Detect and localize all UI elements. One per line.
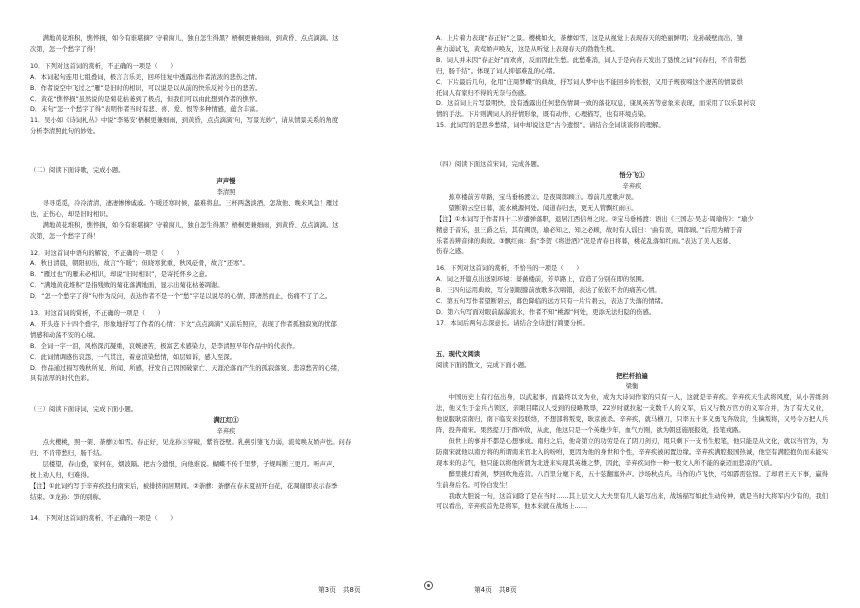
option: C．此词情调感伤哀怨，一气贯注，着意渲染愁情，如层如诉，感人至深。	[30, 353, 236, 361]
essay-author: 梁衡	[625, 383, 639, 391]
question-15: 15．此词写的是思乡愁绪，词中却说这是“古今遗恨”。请结合全词谈谈你的理解。	[436, 122, 665, 130]
option: B．全词一字一泪，风格深沉凝重，哀婉凄苦，极富艺术感染力，是李清照早年作品中的代表作。	[30, 342, 299, 350]
question-14-stem: 14．下列对这首词的赏析，不正确的一项是（ ）	[30, 514, 177, 522]
option: A．上片着力表现“春正好”之景。樱桃如火，荼蘼如雪，这是从视觉上表现春天的绝丽鲜明；龙孙破壁而出，雏	[436, 35, 743, 42]
section-3-heading: （三）阅读下面诗词，完成下面小题。	[30, 406, 138, 414]
poem-body	[436, 193, 828, 215]
option: D．末句“怎一个愁字了得”表明作者当时有悲、喜、爱、恨等多种情感，蕴含丰富。	[30, 106, 262, 114]
poem-line: 寻寻觅觅，冷冷清清，凄凄惨惨戚戚。乍暖还寒时候，最难将息。三杯两盏淡酒，怎敌他、晚来风急！雁过	[42, 199, 339, 207]
essay-title: 把栏杆拍遍	[616, 372, 648, 380]
poem-title: 满江红①	[213, 417, 239, 425]
poem-line: 归、不肯带愁归，肠千结。	[30, 450, 106, 457]
poem-line: 层楼望，春山叠，家何在，烟波隔。把古今遗恨，向他谁说。蝴蝶不传千里梦，子规叫断三更月。听声声、	[42, 460, 339, 468]
essay-paragraph: 中国历史上有行伍出身，以武起事，而最终以文为业，成为大诗词作家的只有一人，这就是辛弃疾。辛弃疾天生武将风度，从小苦练剑法，他又生于金兵占领区，亲眼目睹汉人受到的侵略欺辱，22岁时就拉起一支数千人的义军，后又与数万官方的义军合并，为了有大义业，他说服耿京南归，南下临安来投联络，不想部将叛变，耿京被杀。辛弃疾，就马横刀，只率五十多义勇飞奔敌营，生擒叛将，又号令万把人兵阵，投奔南宋。果然提刀于群冲敌，从此，他这只是一个英雄少年，血气方刚，欲为朝廷施展报效，投笔戎路。	[436, 394, 828, 435]
option: B．词人并未因“春正好”而欢喜，反而因此生愁。此愁难消，词人于是向春天发出了恳愤之词“问春归，不肯带愁	[436, 56, 747, 64]
option: D．第六句写面对眼前潺潺流水，作者不知“桃源”何处，更添无法归隐的伤感。	[436, 308, 656, 316]
question-12-stem: 12．对这首词中语句的解说，不正确的一项是（ ）	[30, 249, 183, 257]
option: 情感和动荡不安的心境。	[30, 331, 100, 339]
option: D．“怎一个愁字了得”句作为反问，表达作者不是一个“愁”字足以说尽的心情，即凄然而止，伤痛不了了之。	[30, 293, 332, 301]
right-column	[436, 34, 828, 513]
essay-paragraph: 我敢大胆说一句，这首词除了是在当时……其上层文人大夫里有几人能写出来，战场描写如此生动传神，就是当时大将军内少有的，我们可以看出，辛弃疾首先是将军，他本来就在战场上……	[436, 492, 828, 511]
poem-title: 悟分飞①	[619, 172, 645, 180]
option: B．作者说空中飞过之“雁”是旧时的相识，可以说是以从前的快乐反衬今日的悲苦。	[30, 84, 262, 92]
section-4-heading: （四）阅读下面这首宋词，完成各题。	[436, 161, 544, 169]
option: B．“雁过也”的雁未必相识，却说“旧时相识”，是寄托怀乡之意。	[30, 271, 212, 279]
poem-line: 蕉草楼前芳草路，宝马垂杨渡②。是夜周郎顾③。尊前几度歌声误。	[448, 193, 638, 201]
poem-line: 枕上劝人归，归难得。	[30, 471, 93, 479]
option: D．这首词上片写景明快，没有透露出任何悲伤情调一致的落花叹息，康凤英苦等意象来表现，而采用了以乐景衬哀	[436, 100, 756, 108]
option: C．下片最后几句，化用“庄周梦蝶”的典故，抒写词人梦中也不能回乡的怅恨，又用子规夜啼这个凄苦的情景烘	[436, 78, 743, 86]
poem-note: 精意于音乐，虽三爵之后，其有阙误，瑜必知之，知之必顾，故时有人谣曰：‘曲有误，周郎顾。’”后用为精于音	[436, 226, 743, 234]
question-17: 17．本词后两句志深意长。请结合全诗进行简要分析。	[436, 319, 589, 327]
question-11: 分析李清照此句的妙处。	[30, 128, 100, 136]
option: C．黄花“憔悴损”虽然说的是菊花枯萎到了极点，但我们可以由此想到作者的憔悴。	[30, 95, 262, 103]
poem-line: 也，正伤心，却是旧时相识。	[30, 210, 112, 218]
option: A．本词起句连用七组叠词，极言言乐美，回环往复中透露出作者浓浓的悲伤之情。	[30, 73, 261, 81]
essay-body	[436, 393, 828, 513]
question-13-stem: 13．对这首词的赏析，不正确的一项是（ ）	[30, 310, 164, 318]
poem-note: 乐者善辨音律的典故。③飘红雨：指“李贺《将进酒》”况是青春日将暮，桃花乱落如红雨。”表达了美人迟暮、	[436, 237, 735, 245]
section-2-heading: （二）阅读下面诗歌，完成小题。	[30, 167, 125, 175]
option: A．词之开篇点出送别环境：蔷薇楼前，芳草路上，营造了分别在即的氛围。	[436, 276, 649, 284]
section-5-heading: 五、现代文阅读	[436, 350, 481, 358]
poem-line: 望断碧云空日暮，流水桃源何处。闻道春归去，更无人管飘红雨④。	[448, 204, 638, 212]
poem-line: 点火樱桃，照一架、荼蘼②如雪。春正好，见龙孙③穿破，紫苔苍壁。乳燕引雏飞力弱，流莺唤友娇声怯。问春	[42, 439, 352, 447]
essay-paragraph: 醉里挑灯看剑，梦回吹角连营。八百里分麾下炙，五十弦翻塞外声。沙场秋点兵。马作的卢飞快，弓如霹雳弦惊。了却君王天下事，赢得生前身后名。可怜白发生！	[436, 470, 828, 489]
page-number-left: 第3页 共8页	[318, 586, 361, 594]
poem-author: 辛弃疾	[622, 182, 642, 190]
option: 具有浓厚的时代色彩。	[30, 375, 93, 383]
poem-note: 【注】①此词约写于辛弃疾投归南宋后，被排挤闲居期间。②荼蘼：荼蘼在春末夏初开白花，花凋谢即表示春季	[30, 482, 338, 490]
poem-body	[30, 199, 422, 243]
top-poem	[30, 34, 422, 56]
option: 燕力弱试飞，黄莺娇声唤友，这是从听觉上表现春天的勃勃生机。	[436, 45, 619, 53]
option: A．秋日清晨，朝阳初出，故言“乍暖”；但晓寒犹重，秋风砭骨，故言“还寒”。	[30, 260, 249, 268]
option: 情的手法。下片则满词人的抒情形象，既有动作，心理描写，也有环境点染。	[436, 111, 651, 119]
poem-author: 李清照	[216, 188, 236, 196]
page-number-right: 第4页 共8页	[474, 586, 517, 594]
option: D．作品通过描写残秋所见、所闻、所感，抒发自己因国破家亡、天涯沦落而产生的孤寂落寞、悲凉愁苦的心绪，	[30, 364, 344, 372]
poem-line: 满地黄花堆积，憔悴损，如今有谁堪摘？守着窗儿，独自怎生得黑？梧桐更兼细雨，到黄昏、点点滴滴。这	[42, 35, 339, 42]
poem-title: 声声慢	[216, 178, 236, 186]
poem-author: 辛弃疾	[216, 428, 236, 436]
section-5-instruction: 阅读下面的散文，完成下面小题。	[436, 361, 531, 369]
question-10-stem: 10．下列对这首词的赏析，不正确的一项是（ ）	[30, 62, 177, 70]
poem-line: 次第，怎一个愁字了得！	[30, 232, 100, 240]
question-11: 11．吴小如《诗词札丛》中说“李易安‘梧桐更兼细雨，到黄昏，点点滴滴’句，写景光妙”，请从情景关系的角度	[30, 117, 339, 125]
poem-line: 满地黄花堆积，憔悴损，如今有谁堪摘？守着窗儿，独自怎生得黑？梧桐更兼细雨，到黄昏、点点滴滴。这	[42, 221, 339, 229]
option: 归，肠千结”。体现了词人抑郁难乱的心绪。	[436, 67, 559, 75]
left-column	[30, 34, 422, 524]
essay-paragraph: 但世上的事并不都是心想事成。南归之后，他奇第立的功劳是在了阴刀剑刃，甩只剩下一支书生般笔，他只能是从文化，就以当官为，为防南宋就他以南方将的所谓南来官北入的吩咐，更因为他的身世和个性，辛弃疾被闲置边缘。辛弃疾满腔报国热诚，他空有满腔抱负而未能实现本来的志气，他只能以将他所谓为北进来实现其英雄之梦，因此，辛弃疾词作一种一般文人所不能的豪迈而悲凉的气质。	[436, 438, 828, 467]
option: A．开头连下十四个叠字，形象地抒写了作者的心情：下文“点点滴滴”又前后照应，表现了作者孤独寂寞的忧郁	[30, 320, 337, 328]
poem-note: 伤春之感。	[436, 248, 468, 256]
poem-line: 次第，怎一个愁字了得！	[30, 45, 100, 53]
option: B．三四句运用典故，写分别眼朦前放歌多次唱错，表达了依依不舍的痛苦心情。	[436, 287, 661, 295]
option: C．第五句写作者望断碧云，暮色降临的远方只有一片片碧云，表达了失落的情绪。	[436, 298, 668, 306]
option: 托词人有家归不得的无奈与伤感。	[436, 89, 531, 97]
poem-body	[30, 438, 422, 482]
option: C．“满地黄花堆积”是指残败的菊花落满地面，显示出菊花枯萎凋谢。	[30, 282, 224, 290]
poem-note: 结束。③龙孙：笋的别称。	[30, 493, 105, 501]
binding-hole-icon	[424, 581, 433, 590]
question-16-stem: 16．下列对这首词的赏析，不恰当的一项是（ ）	[436, 265, 583, 273]
poem-note: 【注】①本词写于作者四十二岁遭弹落职，退居江西信州之时。②宝马垂杨渡：语出《三国志·吴志·周瑜传》：“瑜少	[436, 215, 754, 223]
